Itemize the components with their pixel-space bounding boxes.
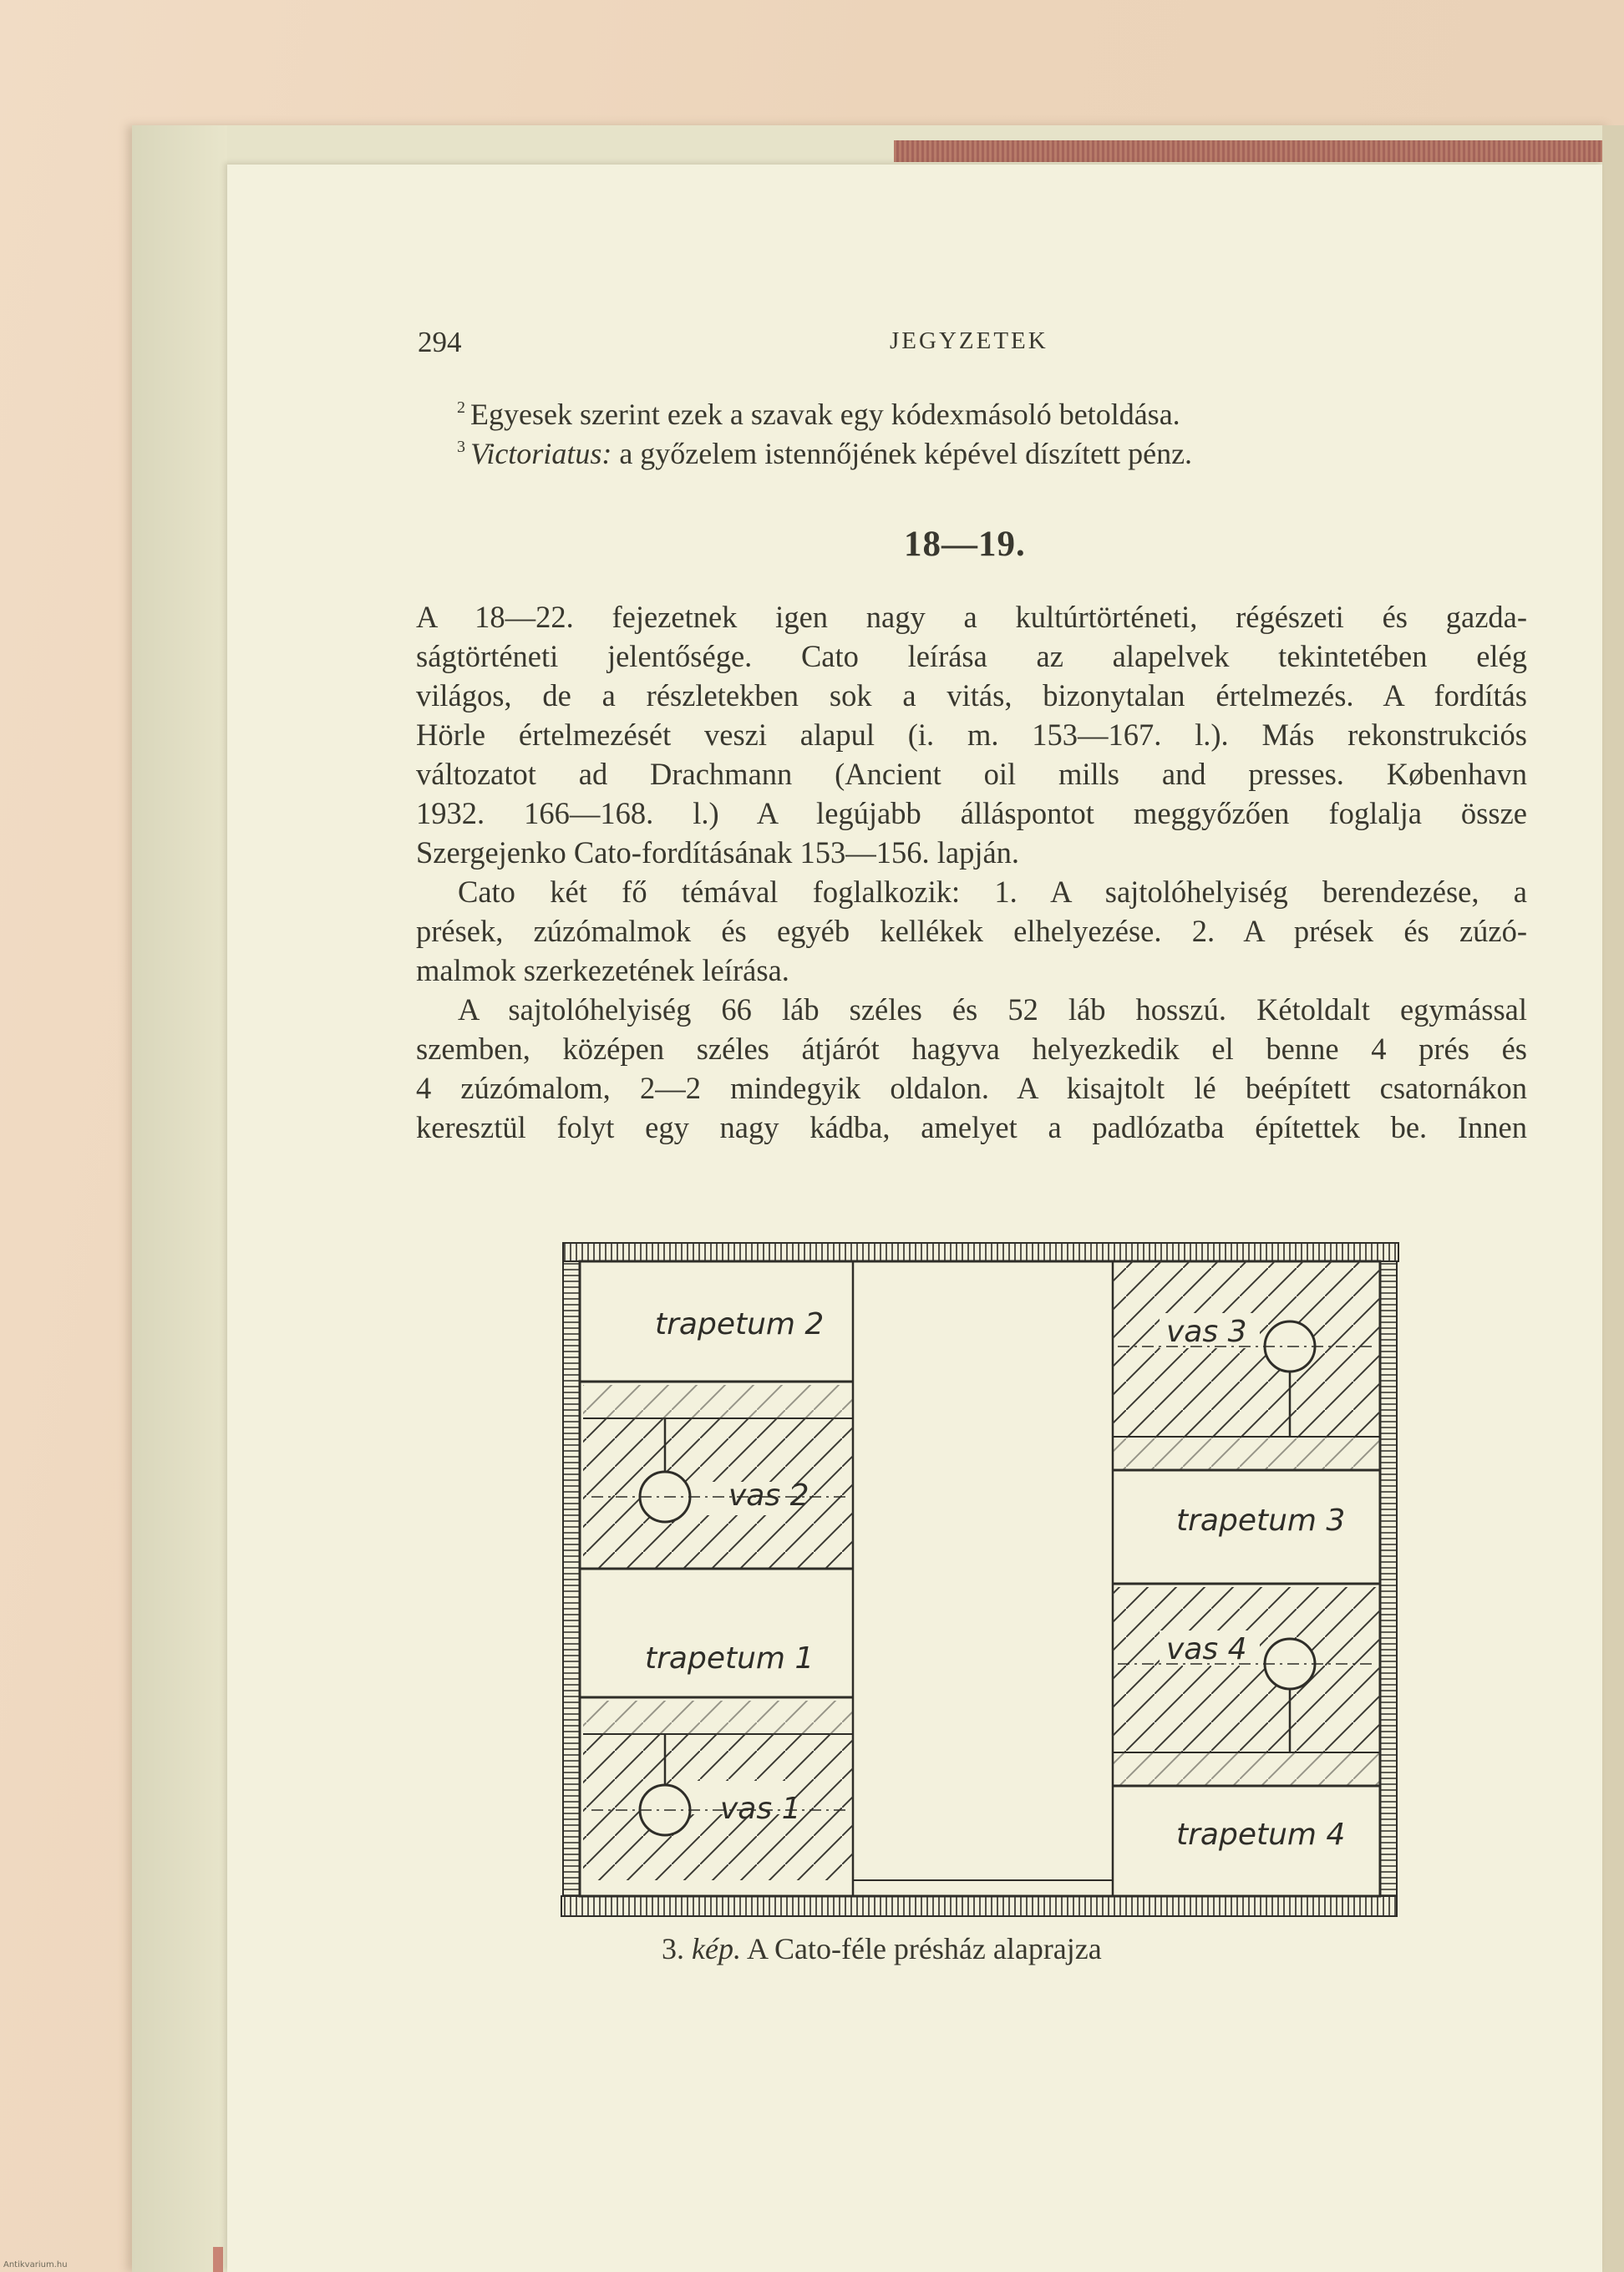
body-line: malmok szerkezetének leírása.: [416, 953, 789, 987]
label-trapetum-3: trapetum 3: [1176, 1504, 1346, 1538]
caption-text: A Cato-féle présház alaprajza: [746, 1932, 1102, 1965]
left-column: [580, 1305, 853, 1880]
body-line: A sajtolóhelyiség 66 láb széles és 52 láb hosszú. Kétoldalt egymással: [458, 992, 1527, 1027]
body-line: prések, zúzómalmok és egyéb kellékek elhelyezése. 2. A prések és zúzó-: [416, 914, 1527, 948]
footnote-mark: 3: [457, 438, 465, 456]
body-line: szemben, középen széles átjárót hagyva helyezkedik el benne 4 prés és: [416, 1032, 1527, 1066]
press-house-floor-plan: [558, 1240, 1403, 1921]
body-line: Szergejenko Cato-fordításának 153—156. lapján.: [416, 835, 1020, 870]
label-trapetum-4: trapetum 4: [1176, 1818, 1346, 1852]
footnote-term: Victoriatus:: [470, 437, 612, 470]
footnote-text: a győzelem istennőjének képével díszített pénz.: [612, 437, 1193, 470]
watermark: Antikvarium.hu: [3, 2260, 68, 2269]
label-vas-4: vas 4: [1166, 1632, 1247, 1666]
body-line: 4 zúzómalom, 2—2 mindegyik oldalon. A kisajtolt lé beépített csatornákon: [416, 1071, 1527, 1105]
caption-number: 3.: [662, 1932, 684, 1965]
footnote-mark: 2: [457, 398, 465, 417]
body-line: A 18—22. fejezetnek igen nagy a kultúrtörténeti, régészeti és gazda-: [416, 600, 1527, 634]
figure-caption: [662, 1931, 1102, 1966]
caption-term: kép.: [692, 1932, 741, 1965]
label-vas-1: vas 1: [720, 1792, 801, 1826]
page-number: 294: [418, 326, 462, 358]
body-line: keresztül folyt egy nagy kádba, amelyet a padlózatba építettek be. Innen: [416, 1110, 1527, 1144]
body-line: ságtörténeti jelentősége. Cato leírása az alapelvek tekintetében elég: [416, 639, 1527, 673]
book-cover-edge: [132, 125, 227, 2272]
body-line: változatot ad Drachmann (Ancient oil mills and presses. København: [416, 757, 1527, 791]
footnote-2: [457, 397, 1180, 432]
body-line: világos, de a részletekben sok a vitás, bizonytalan értelmezés. A fordítás: [416, 678, 1527, 713]
body-line: Hörle értelmezését veszi alapul (i. m. 153—167. l.). Más rekonstrukciós: [416, 718, 1527, 752]
label-vas-2: vas 2: [728, 1478, 809, 1513]
book-spine-band: [894, 140, 1611, 162]
book-corner-strip: [213, 2247, 223, 2272]
running-head: JEGYZETEK: [890, 327, 1048, 354]
body-line: 1932. 166—168. l.) A legújabb álláspontot meggyőzően foglalja össze: [416, 796, 1527, 830]
footnote-text: Egyesek szerint ezek a szavak egy kódexmásoló betoldása.: [470, 398, 1180, 431]
label-trapetum-2: trapetum 2: [655, 1307, 825, 1341]
right-column: [1113, 1261, 1380, 1856]
label-trapetum-1: trapetum 1: [645, 1641, 815, 1676]
body-line: Cato két fő témával foglalkozik: 1. A sajtolóhelyiség berendezése, a: [458, 875, 1527, 909]
book-right-edge: [1602, 125, 1624, 2272]
label-vas-3: vas 3: [1166, 1315, 1247, 1349]
footnote-3: [457, 436, 1192, 471]
section-title: 18—19.: [904, 525, 1026, 564]
